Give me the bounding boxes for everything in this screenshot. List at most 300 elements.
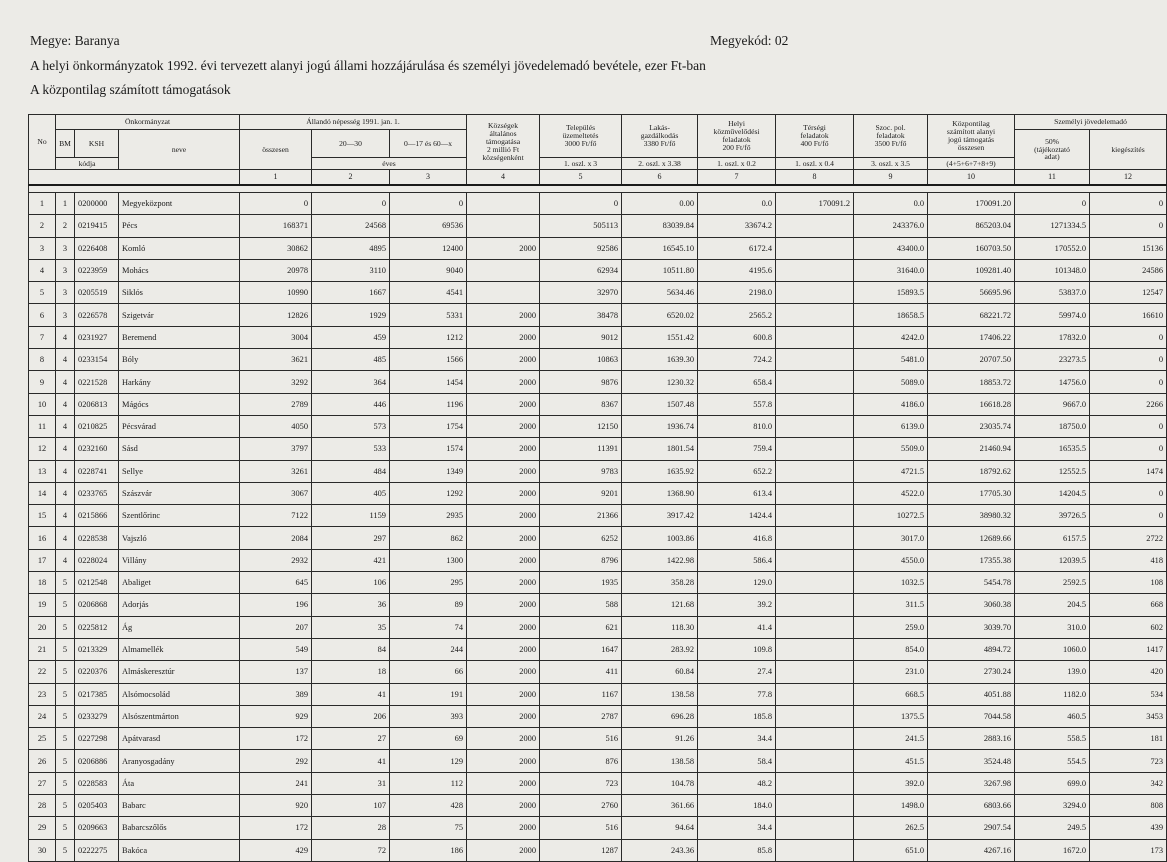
col-6-formula: 2. oszl. x 3.38 — [622, 158, 698, 170]
population-0-17-60-x-cell: 5331 — [390, 304, 467, 326]
municipality-name-cell: Vajszló — [119, 527, 240, 549]
settlement-operation-cell: 0 — [540, 193, 622, 215]
bm-code-cell: 5 — [56, 728, 75, 750]
settlement-operation-cell: 8367 — [540, 393, 622, 415]
social-policy-cell: 43400.0 — [854, 237, 928, 259]
population-total-cell: 2932 — [240, 549, 312, 571]
central-support-total-cell: 20707.50 — [928, 349, 1015, 371]
row-number-cell: 2 — [29, 215, 56, 237]
social-policy-cell: 241.5 — [854, 728, 928, 750]
col-12-header: kiegészítés — [1090, 130, 1167, 170]
local-culture-cell: 613.4 — [698, 482, 776, 504]
local-culture-cell: 2198.0 — [698, 282, 776, 304]
settlement-operation-cell: 10863 — [540, 349, 622, 371]
table-row — [29, 371, 1167, 393]
social-policy-cell: 18658.5 — [854, 304, 928, 326]
local-culture-cell: 34.4 — [698, 817, 776, 839]
village-support-cell: 2000 — [467, 304, 540, 326]
column-number: 6 — [622, 170, 698, 186]
central-support-total-cell: 2907.54 — [928, 817, 1015, 839]
row-number-cell: 25 — [29, 728, 56, 750]
population-20-30-cell: 297 — [312, 527, 390, 549]
central-support-total-cell: 6803.66 — [928, 795, 1015, 817]
row-number-cell: 28 — [29, 795, 56, 817]
column-number: 1 — [240, 170, 312, 186]
village-support-cell: 2000 — [467, 616, 540, 638]
local-culture-cell: 184.0 — [698, 795, 776, 817]
col-5-formula: 1. oszl. x 3 — [540, 158, 622, 170]
central-support-total-cell: 56695.96 — [928, 282, 1015, 304]
population-0-17-60-x-cell: 1454 — [390, 371, 467, 393]
pit-supplement-cell: 181 — [1090, 728, 1167, 750]
row-number-cell: 17 — [29, 549, 56, 571]
ksh-code-cell: 0209663 — [75, 817, 119, 839]
population-total-cell: 389 — [240, 683, 312, 705]
social-policy-cell: 311.5 — [854, 594, 928, 616]
pit-supplement-cell: 1474 — [1090, 460, 1167, 482]
pit-supplement-cell: 0 — [1090, 505, 1167, 527]
regional-tasks-cell — [776, 772, 854, 794]
housing-management-cell: 3917.42 — [622, 505, 698, 527]
housing-management-cell: 118.30 — [622, 616, 698, 638]
population-20-30-cell: 1667 — [312, 282, 390, 304]
pit-50-percent-cell: 460.5 — [1015, 705, 1090, 727]
population-0-17-60-x-cell: 112 — [390, 772, 467, 794]
settlement-operation-cell: 38478 — [540, 304, 622, 326]
bm-code-cell: 5 — [56, 572, 75, 594]
settlement-operation-cell: 1935 — [540, 572, 622, 594]
municipality-name-cell: Apátvarasd — [119, 728, 240, 750]
regional-tasks-cell — [776, 638, 854, 660]
population-0-17-60-x-cell: 1196 — [390, 393, 467, 415]
village-support-cell: 2000 — [467, 505, 540, 527]
central-support-total-cell: 17406.22 — [928, 326, 1015, 348]
pit-supplement-cell: 0 — [1090, 326, 1167, 348]
central-support-total-cell: 865203.04 — [928, 215, 1015, 237]
col-nepesseg-header: Állandó népesség 1991. jan. 1. — [240, 115, 467, 130]
municipality-name-cell: Aranyosgadány — [119, 750, 240, 772]
settlement-operation-cell: 9783 — [540, 460, 622, 482]
ksh-code-cell: 0206813 — [75, 393, 119, 415]
table-body — [29, 193, 1167, 862]
bm-code-cell: 5 — [56, 616, 75, 638]
village-support-cell: 2000 — [467, 415, 540, 437]
local-culture-cell: 77.8 — [698, 683, 776, 705]
col-7-header: Helyi közművelődési feladatok 200 Ft/fő — [698, 115, 776, 158]
population-20-30-cell: 41 — [312, 750, 390, 772]
pit-50-percent-cell: 699.0 — [1015, 772, 1090, 794]
social-policy-cell: 4522.0 — [854, 482, 928, 504]
housing-management-cell: 94.64 — [622, 817, 698, 839]
pit-supplement-cell: 108 — [1090, 572, 1167, 594]
population-total-cell: 645 — [240, 572, 312, 594]
population-0-17-60-x-cell: 89 — [390, 594, 467, 616]
population-20-30-cell: 84 — [312, 638, 390, 660]
table-row — [29, 705, 1167, 727]
village-support-cell: 2000 — [467, 438, 540, 460]
pit-supplement-cell: 12547 — [1090, 282, 1167, 304]
regional-tasks-cell — [776, 505, 854, 527]
pit-50-percent-cell: 1271334.5 — [1015, 215, 1090, 237]
pit-supplement-cell: 24586 — [1090, 259, 1167, 281]
pit-50-percent-cell: 139.0 — [1015, 661, 1090, 683]
population-20-30-cell: 459 — [312, 326, 390, 348]
housing-management-cell: 5634.46 — [622, 282, 698, 304]
pit-50-percent-cell: 53837.0 — [1015, 282, 1090, 304]
village-support-cell: 2000 — [467, 638, 540, 660]
col-10-formula: (4+5+6+7+8+9) — [928, 158, 1015, 170]
col-11-header: 50% (tájékoztató adat) — [1015, 130, 1090, 170]
table-row — [29, 215, 1167, 237]
central-support-total-cell: 21460.94 — [928, 438, 1015, 460]
local-culture-cell: 557.8 — [698, 393, 776, 415]
social-policy-cell: 4186.0 — [854, 393, 928, 415]
column-number: 8 — [776, 170, 854, 186]
bm-code-cell: 5 — [56, 772, 75, 794]
table-row — [29, 549, 1167, 571]
municipality-name-cell: Mohács — [119, 259, 240, 281]
population-0-17-60-x-cell: 75 — [390, 817, 467, 839]
table-row — [29, 259, 1167, 281]
central-support-total-cell: 16618.28 — [928, 393, 1015, 415]
population-20-30-cell: 24568 — [312, 215, 390, 237]
bm-code-cell: 4 — [56, 438, 75, 460]
social-policy-cell: 1032.5 — [854, 572, 928, 594]
ksh-code-cell: 0219415 — [75, 215, 119, 237]
local-culture-cell: 600.8 — [698, 326, 776, 348]
regional-tasks-cell — [776, 438, 854, 460]
bm-code-cell: 4 — [56, 460, 75, 482]
population-total-cell: 10990 — [240, 282, 312, 304]
municipality-name-cell: Almamellék — [119, 638, 240, 660]
row-number-cell: 3 — [29, 237, 56, 259]
population-total-cell: 3261 — [240, 460, 312, 482]
regional-tasks-cell — [776, 661, 854, 683]
ksh-code-cell: 0226578 — [75, 304, 119, 326]
regional-tasks-cell — [776, 728, 854, 750]
village-support-cell: 2000 — [467, 393, 540, 415]
social-policy-cell: 243376.0 — [854, 215, 928, 237]
pit-supplement-cell: 16610 — [1090, 304, 1167, 326]
pit-supplement-cell: 0 — [1090, 193, 1167, 215]
social-policy-cell: 451.5 — [854, 750, 928, 772]
population-total-cell: 207 — [240, 616, 312, 638]
central-support-total-cell: 3060.38 — [928, 594, 1015, 616]
local-culture-cell: 6172.4 — [698, 237, 776, 259]
population-0-17-60-x-cell: 428 — [390, 795, 467, 817]
municipality-name-cell: Bóly — [119, 349, 240, 371]
col-7-formula: 1. oszl. x 0.2 — [698, 158, 776, 170]
social-policy-cell: 5481.0 — [854, 349, 928, 371]
central-support-total-cell: 3267.98 — [928, 772, 1015, 794]
population-total-cell: 549 — [240, 638, 312, 660]
table-row — [29, 460, 1167, 482]
central-support-total-cell: 5454.78 — [928, 572, 1015, 594]
bm-code-cell: 4 — [56, 393, 75, 415]
ksh-code-cell: 0200000 — [75, 193, 119, 215]
population-20-30-cell: 405 — [312, 482, 390, 504]
central-support-total-cell: 4267.16 — [928, 839, 1015, 861]
housing-management-cell: 696.28 — [622, 705, 698, 727]
local-culture-cell: 759.4 — [698, 438, 776, 460]
row-number-cell: 14 — [29, 482, 56, 504]
row-number-cell: 11 — [29, 415, 56, 437]
population-total-cell: 429 — [240, 839, 312, 861]
column-number: 11 — [1015, 170, 1090, 186]
col-5-header: Település üzemeltetés 3000 Ft/fő — [540, 115, 622, 158]
population-0-17-60-x-cell: 12400 — [390, 237, 467, 259]
document-title: A helyi önkormányzatok 1992. évi tervezett alanyi jogú állami hozzájárulása és személyi jövedelemadó bevétele, ezer Ft-ban — [30, 58, 706, 73]
ksh-code-cell: 0205403 — [75, 795, 119, 817]
housing-management-cell: 60.84 — [622, 661, 698, 683]
population-0-17-60-x-cell: 191 — [390, 683, 467, 705]
row-number-cell: 1 — [29, 193, 56, 215]
settlement-operation-cell: 12150 — [540, 415, 622, 437]
bm-code-cell: 5 — [56, 839, 75, 861]
pit-supplement-cell: 2266 — [1090, 393, 1167, 415]
row-number-cell: 22 — [29, 661, 56, 683]
central-support-total-cell: 23035.74 — [928, 415, 1015, 437]
municipality-name-cell: Ág — [119, 616, 240, 638]
municipality-name-cell: Almáskeresztúr — [119, 661, 240, 683]
table-row — [29, 795, 1167, 817]
housing-management-cell: 6520.02 — [622, 304, 698, 326]
local-culture-cell: 39.2 — [698, 594, 776, 616]
table-row — [29, 594, 1167, 616]
table-row — [29, 393, 1167, 415]
central-support-total-cell: 68221.72 — [928, 304, 1015, 326]
population-20-30-cell: 28 — [312, 817, 390, 839]
housing-management-cell: 104.78 — [622, 772, 698, 794]
col-age-0-17-header: 0—17 és 60—x — [390, 130, 467, 158]
population-0-17-60-x-cell: 862 — [390, 527, 467, 549]
local-culture-cell: 48.2 — [698, 772, 776, 794]
population-20-30-cell: 446 — [312, 393, 390, 415]
population-total-cell: 292 — [240, 750, 312, 772]
pit-supplement-cell: 602 — [1090, 616, 1167, 638]
population-20-30-cell: 41 — [312, 683, 390, 705]
population-20-30-cell: 107 — [312, 795, 390, 817]
pit-supplement-cell: 420 — [1090, 661, 1167, 683]
settlement-operation-cell: 588 — [540, 594, 622, 616]
regional-tasks-cell — [776, 616, 854, 638]
population-0-17-60-x-cell: 4541 — [390, 282, 467, 304]
local-culture-cell: 586.4 — [698, 549, 776, 571]
regional-tasks-cell — [776, 683, 854, 705]
pit-50-percent-cell: 18750.0 — [1015, 415, 1090, 437]
housing-management-cell: 358.28 — [622, 572, 698, 594]
table-row — [29, 683, 1167, 705]
local-culture-cell: 185.8 — [698, 705, 776, 727]
housing-management-cell: 91.26 — [622, 728, 698, 750]
local-culture-cell: 724.2 — [698, 349, 776, 371]
central-support-total-cell: 109281.40 — [928, 259, 1015, 281]
col-8-formula: 1. oszl. x 0.4 — [776, 158, 854, 170]
ksh-code-cell: 0233154 — [75, 349, 119, 371]
ksh-code-cell: 0213329 — [75, 638, 119, 660]
document-subtitle: A központilag számított támogatások — [30, 82, 231, 97]
social-policy-cell: 0.0 — [854, 193, 928, 215]
row-number-cell: 27 — [29, 772, 56, 794]
village-support-cell: 2000 — [467, 482, 540, 504]
row-number-cell: 19 — [29, 594, 56, 616]
social-policy-cell: 668.5 — [854, 683, 928, 705]
ksh-code-cell: 0212548 — [75, 572, 119, 594]
population-20-30-cell: 72 — [312, 839, 390, 861]
ksh-code-cell: 0233765 — [75, 482, 119, 504]
col-szja-header: Személyi jövedelemadó — [1015, 115, 1167, 130]
population-total-cell: 30862 — [240, 237, 312, 259]
table-row — [29, 505, 1167, 527]
local-culture-cell: 129.0 — [698, 572, 776, 594]
population-total-cell: 3292 — [240, 371, 312, 393]
social-policy-cell: 6139.0 — [854, 415, 928, 437]
population-0-17-60-x-cell: 1754 — [390, 415, 467, 437]
housing-management-cell: 1936.74 — [622, 415, 698, 437]
regional-tasks-cell — [776, 326, 854, 348]
population-20-30-cell: 0 — [312, 193, 390, 215]
population-20-30-cell: 206 — [312, 705, 390, 727]
regional-tasks-cell — [776, 572, 854, 594]
bm-code-cell: 4 — [56, 349, 75, 371]
table-row — [29, 349, 1167, 371]
county-code-label: Megyekód: 02 — [710, 33, 789, 48]
population-0-17-60-x-cell: 244 — [390, 638, 467, 660]
housing-management-cell: 0.00 — [622, 193, 698, 215]
col-8-header: Térségi feladatok 400 Ft/fő — [776, 115, 854, 158]
pit-supplement-cell: 0 — [1090, 415, 1167, 437]
local-culture-cell: 2565.2 — [698, 304, 776, 326]
row-number-cell: 4 — [29, 259, 56, 281]
bm-code-cell: 5 — [56, 795, 75, 817]
municipality-name-cell: Áta — [119, 772, 240, 794]
village-support-cell — [467, 282, 540, 304]
col-age-20-30-header: 20—30 — [312, 130, 390, 158]
social-policy-cell: 259.0 — [854, 616, 928, 638]
settlement-operation-cell: 92586 — [540, 237, 622, 259]
col-onkormanyzat-header: Önkormányzat — [56, 115, 240, 130]
col-ksh-header: KSH — [75, 130, 119, 158]
local-culture-cell: 34.4 — [698, 728, 776, 750]
settlement-operation-cell: 516 — [540, 728, 622, 750]
row-number-cell: 21 — [29, 638, 56, 660]
population-20-30-cell: 364 — [312, 371, 390, 393]
regional-tasks-cell — [776, 215, 854, 237]
bm-code-cell: 4 — [56, 326, 75, 348]
ksh-code-cell: 0210825 — [75, 415, 119, 437]
ksh-code-cell: 0232160 — [75, 438, 119, 460]
bm-code-cell: 3 — [56, 259, 75, 281]
population-0-17-60-x-cell: 1300 — [390, 549, 467, 571]
housing-management-cell: 283.92 — [622, 638, 698, 660]
table-row — [29, 415, 1167, 437]
bm-code-cell: 5 — [56, 594, 75, 616]
bm-code-cell: 2 — [56, 215, 75, 237]
housing-management-cell: 1422.98 — [622, 549, 698, 571]
bm-code-cell: 5 — [56, 705, 75, 727]
col-4-header: Községek általános támogatása 2 millió Ft községenként — [467, 115, 540, 170]
regional-tasks-cell — [776, 817, 854, 839]
pit-50-percent-cell: 14204.5 — [1015, 482, 1090, 504]
ksh-code-cell: 0215866 — [75, 505, 119, 527]
regional-tasks-cell — [776, 237, 854, 259]
column-number: 10 — [928, 170, 1015, 186]
column-number: 7 — [698, 170, 776, 186]
ksh-code-cell: 0220376 — [75, 661, 119, 683]
row-number-cell: 8 — [29, 349, 56, 371]
pit-supplement-cell: 3453 — [1090, 705, 1167, 727]
local-culture-cell: 652.2 — [698, 460, 776, 482]
population-total-cell: 3067 — [240, 482, 312, 504]
table-row — [29, 438, 1167, 460]
village-support-cell — [467, 215, 540, 237]
col-9-header: Szoc. pol. feladatok 3500 Ft/fő — [854, 115, 928, 158]
pit-supplement-cell: 0 — [1090, 371, 1167, 393]
bm-code-cell: 4 — [56, 371, 75, 393]
population-0-17-60-x-cell: 1574 — [390, 438, 467, 460]
village-support-cell: 2000 — [467, 750, 540, 772]
pit-supplement-cell: 534 — [1090, 683, 1167, 705]
municipality-name-cell: Villány — [119, 549, 240, 571]
ksh-code-cell: 0228741 — [75, 460, 119, 482]
pit-supplement-cell: 2722 — [1090, 527, 1167, 549]
col-10-header: Központilag számított alanyi jogú támogatás összesen — [928, 115, 1015, 158]
table-row — [29, 482, 1167, 504]
population-total-cell: 3797 — [240, 438, 312, 460]
population-0-17-60-x-cell: 1349 — [390, 460, 467, 482]
population-total-cell: 241 — [240, 772, 312, 794]
municipality-name-cell: Alsómocsolád — [119, 683, 240, 705]
population-0-17-60-x-cell: 69 — [390, 728, 467, 750]
pit-50-percent-cell: 554.5 — [1015, 750, 1090, 772]
village-support-cell: 2000 — [467, 795, 540, 817]
row-number-cell: 29 — [29, 817, 56, 839]
settlement-operation-cell: 32970 — [540, 282, 622, 304]
regional-tasks-cell — [776, 527, 854, 549]
settlement-operation-cell: 411 — [540, 661, 622, 683]
population-20-30-cell: 106 — [312, 572, 390, 594]
village-support-cell: 2000 — [467, 237, 540, 259]
population-20-30-cell: 1159 — [312, 505, 390, 527]
municipality-name-cell: Beremend — [119, 326, 240, 348]
settlement-operation-cell: 2760 — [540, 795, 622, 817]
header-spacer — [29, 185, 1167, 193]
table-row — [29, 282, 1167, 304]
social-policy-cell: 4550.0 — [854, 549, 928, 571]
row-number-cell: 6 — [29, 304, 56, 326]
ksh-code-cell: 0231927 — [75, 326, 119, 348]
settlement-operation-cell: 723 — [540, 772, 622, 794]
housing-management-cell: 121.68 — [622, 594, 698, 616]
central-support-total-cell: 38980.32 — [928, 505, 1015, 527]
population-total-cell: 2084 — [240, 527, 312, 549]
col-9-formula: 3. oszl. x 3.5 — [854, 158, 928, 170]
settlement-operation-cell: 6252 — [540, 527, 622, 549]
social-policy-cell: 262.5 — [854, 817, 928, 839]
housing-management-cell: 361.66 — [622, 795, 698, 817]
row-number-cell: 20 — [29, 616, 56, 638]
pit-supplement-cell: 15136 — [1090, 237, 1167, 259]
village-support-cell: 2000 — [467, 772, 540, 794]
table-row — [29, 304, 1167, 326]
col-kodja-header: kódja — [56, 158, 119, 170]
settlement-operation-cell: 11391 — [540, 438, 622, 460]
central-support-total-cell: 2883.16 — [928, 728, 1015, 750]
population-0-17-60-x-cell: 69536 — [390, 215, 467, 237]
pit-supplement-cell: 342 — [1090, 772, 1167, 794]
housing-management-cell: 243.36 — [622, 839, 698, 861]
bm-code-cell: 3 — [56, 237, 75, 259]
